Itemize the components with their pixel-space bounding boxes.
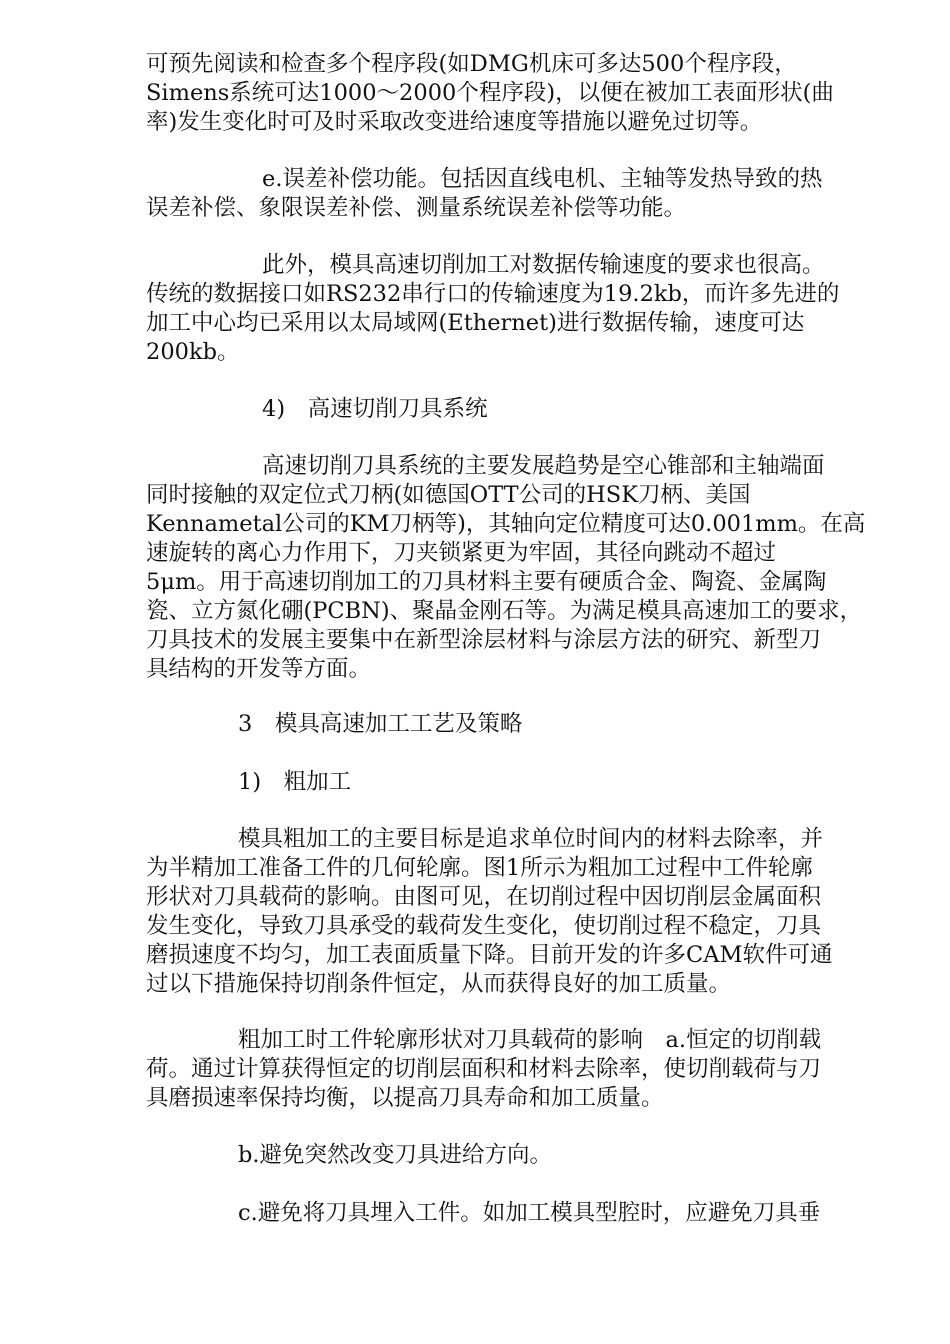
section-heading: 4) 高速切削刀具系统 xyxy=(262,396,488,422)
text-line: b.避免突然改变刀具进给方向。 xyxy=(238,1142,553,1168)
text-line: 同时接触的双定位式刀柄(如德国OTT公司的HSK刀柄、美国 xyxy=(146,482,751,508)
text-line: 传统的数据接口如RS232串行口的传输速度为19.2kb，而许多先进的 xyxy=(146,281,840,307)
text-line: 高速切削刀具系统的主要发展趋势是空心锥部和主轴端面 xyxy=(262,453,825,479)
text-line: 此外，模具高速切削加工对数据传输速度的要求也很高。 xyxy=(262,252,825,278)
text-line: 200kb。 xyxy=(146,339,240,365)
text-line: 为半精加工准备工件的几何轮廓。图1所示为粗加工过程中工件轮廓 xyxy=(146,855,813,881)
subsection-heading: 1) 粗加工 xyxy=(238,769,352,795)
text-line: 率)发生变化时可及时采取改变进给速度等措施以避免过切等。 xyxy=(146,109,763,135)
text-line: 发生变化，导致刀具承受的载荷发生变化，使切削过程不稳定，刀具 xyxy=(146,913,822,939)
text-line: 误差补偿、象限误差补偿、测量系统误差补偿等功能。 xyxy=(146,195,687,221)
text-line: Kennametal公司的KM刀柄等)，其轴向定位精度可达0.001mm。在高 xyxy=(146,511,866,537)
text-line: 具磨损速率保持均衡，以提高刀具寿命和加工质量。 xyxy=(146,1085,664,1111)
text-line: 具结构的开发等方面。 xyxy=(146,656,372,682)
text-line: 形状对刀具载荷的影响。由图可见，在切削过程中因切削层金属面积 xyxy=(146,884,822,910)
text-line: e.误差补偿功能。包括因直线电机、主轴等发热导致的热 xyxy=(262,166,823,192)
text-line: 加工中心均已采用以太局域网(Ethernet)进行数据传输，速度可达 xyxy=(146,310,805,336)
text-line: 可预先阅读和检查多个程序段(如DMG机床可多达500个程序段， xyxy=(146,51,797,77)
text-line: 瓷、立方氮化硼(PCBN)、聚晶金刚石等。为满足模具高速加工的要求， xyxy=(146,598,863,624)
text-line: 刀具技术的发展主要集中在新型涂层材料与涂层方法的研究、新型刀 xyxy=(146,627,822,653)
text-line: 速旋转的离心力作用下，刀夹锁紧更为牢固，其径向跳动不超过 xyxy=(146,540,777,566)
section-heading: 3 模具高速加工工艺及策略 xyxy=(238,711,523,737)
text-line: 5μm。用于高速切削加工的刀具材料主要有硬质合金、陶瓷、金属陶 xyxy=(146,569,827,595)
text-line: Simens系统可达1000～2000个程序段)，以便在被加工表面形状(曲 xyxy=(146,80,834,106)
text-line: 过以下措施保持切削条件恒定，从而获得良好的加工质量。 xyxy=(146,971,732,997)
text-line: 粗加工时工件轮廓形状对刀具载荷的影响 a.恒定的切削载 xyxy=(238,1027,822,1053)
text-line: 模具粗加工的主要目标是追求单位时间内的材料去除率，并 xyxy=(238,826,824,852)
text-line: 磨损速度不均匀，加工表面质量下降。目前开发的许多CAM软件可通 xyxy=(146,942,833,968)
text-line: c.避免将刀具埋入工件。如加工模具型腔时，应避免刀具垂 xyxy=(238,1200,821,1226)
text-line: 荷。通过计算获得恒定的切削层面积和材料去除率，使切削载荷与刀 xyxy=(146,1056,822,1082)
